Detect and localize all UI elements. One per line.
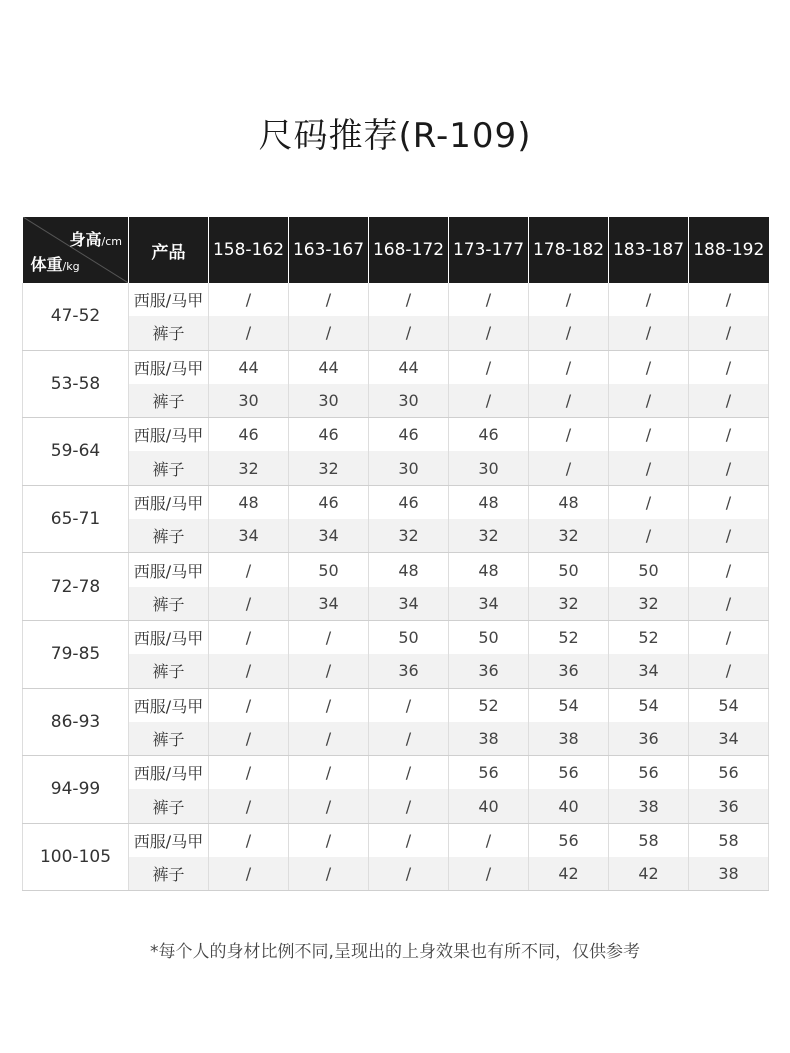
pants-size-cell: / <box>289 654 369 688</box>
pants-size-cell: / <box>209 587 289 621</box>
suit-size-cell: / <box>289 823 369 857</box>
pants-size-cell: / <box>449 316 529 350</box>
suit-size-cell: / <box>689 350 769 384</box>
pants-size-cell: 30 <box>289 384 369 418</box>
table-row <box>23 688 769 722</box>
suit-size-cell: 44 <box>209 350 289 384</box>
product-name-suit: 西服/马甲 <box>129 823 209 857</box>
pants-size-cell: / <box>209 316 289 350</box>
suit-size-cell: / <box>449 283 529 316</box>
pants-size-cell: / <box>369 316 449 350</box>
suit-size-cell: 58 <box>689 823 769 857</box>
suit-size-cell: / <box>369 756 449 790</box>
pants-size-cell: 38 <box>609 789 689 823</box>
product-name-suit: 西服/马甲 <box>129 485 209 519</box>
suit-size-cell: 48 <box>529 485 609 519</box>
pants-size-cell: / <box>369 722 449 756</box>
pants-size-cell: 36 <box>689 789 769 823</box>
pants-size-cell: 34 <box>289 587 369 621</box>
table-row <box>23 553 769 587</box>
footnote: *每个人的身材比例不同,呈现出的上身效果也有所不同，仅供参考 <box>150 942 640 962</box>
product-name-pants: 裤子 <box>129 654 209 688</box>
pants-size-cell: / <box>289 857 369 891</box>
pants-size-cell: 40 <box>529 789 609 823</box>
pants-size-cell: 36 <box>369 654 449 688</box>
product-name-pants: 裤子 <box>129 587 209 621</box>
pants-size-cell: / <box>209 722 289 756</box>
pants-size-cell: 38 <box>689 857 769 891</box>
pants-size-cell: 34 <box>689 722 769 756</box>
product-column-header: 产品 <box>129 217 209 283</box>
pants-size-cell: 34 <box>289 519 369 553</box>
suit-size-cell: 48 <box>449 485 529 519</box>
suit-size-cell: / <box>689 553 769 587</box>
table-header-row <box>23 217 769 283</box>
pants-size-cell: / <box>689 384 769 418</box>
suit-size-cell: / <box>289 283 369 316</box>
suit-size-cell: 52 <box>449 688 529 722</box>
pants-size-cell: / <box>369 789 449 823</box>
table-row <box>23 620 769 654</box>
suit-size-cell: 58 <box>609 823 689 857</box>
product-name-suit: 西服/马甲 <box>129 688 209 722</box>
product-name-pants: 裤子 <box>129 789 209 823</box>
weight-range-cell: 94-99 <box>23 756 129 824</box>
suit-size-cell: / <box>529 418 609 452</box>
suit-size-cell: 48 <box>369 553 449 587</box>
suit-size-cell: / <box>449 350 529 384</box>
suit-size-cell: / <box>369 823 449 857</box>
pants-size-cell: / <box>689 316 769 350</box>
product-name-pants: 裤子 <box>129 384 209 418</box>
pants-size-cell: 30 <box>369 451 449 485</box>
weight-range-cell: 100-105 <box>23 823 129 891</box>
suit-size-cell: 54 <box>529 688 609 722</box>
product-name-pants: 裤子 <box>129 451 209 485</box>
suit-size-cell: 52 <box>609 620 689 654</box>
suit-size-cell: 56 <box>529 823 609 857</box>
suit-size-cell: / <box>289 756 369 790</box>
suit-size-cell: 48 <box>449 553 529 587</box>
suit-size-cell: 46 <box>449 418 529 452</box>
suit-size-cell: 46 <box>369 418 449 452</box>
product-name-pants: 裤子 <box>129 316 209 350</box>
pants-size-cell: / <box>609 451 689 485</box>
height-column-header: 183-187 <box>609 217 689 283</box>
pants-size-cell: / <box>369 857 449 891</box>
pants-size-cell: / <box>449 384 529 418</box>
pants-size-cell: 32 <box>209 451 289 485</box>
suit-size-cell: 46 <box>369 485 449 519</box>
suit-size-cell: / <box>609 350 689 384</box>
pants-size-cell: 32 <box>529 519 609 553</box>
pants-size-cell: 38 <box>449 722 529 756</box>
suit-size-cell: / <box>449 823 529 857</box>
weight-range-cell: 65-71 <box>23 485 129 553</box>
table-row <box>23 654 769 688</box>
pants-size-cell: 38 <box>529 722 609 756</box>
pants-size-cell: / <box>689 451 769 485</box>
pants-size-cell: 30 <box>449 451 529 485</box>
weight-axis-label: 体重/kg <box>30 255 80 274</box>
suit-size-cell: 44 <box>289 350 369 384</box>
suit-size-cell: 46 <box>289 485 369 519</box>
pants-size-cell: / <box>209 654 289 688</box>
weight-range-cell: 53-58 <box>23 350 129 418</box>
pants-size-cell: / <box>289 789 369 823</box>
table-row <box>23 283 769 316</box>
table-row <box>23 350 769 384</box>
suit-size-cell: 56 <box>449 756 529 790</box>
suit-size-cell: / <box>209 756 289 790</box>
height-column-header: 188-192 <box>689 217 769 283</box>
weight-range-cell: 86-93 <box>23 688 129 756</box>
height-column-header: 178-182 <box>529 217 609 283</box>
pants-size-cell: / <box>529 451 609 485</box>
suit-size-cell: 54 <box>609 688 689 722</box>
suit-size-cell: 46 <box>209 418 289 452</box>
suit-size-cell: / <box>529 283 609 316</box>
suit-size-cell: / <box>369 283 449 316</box>
product-name-suit: 西服/马甲 <box>129 350 209 384</box>
product-name-suit: 西服/马甲 <box>129 553 209 587</box>
suit-size-cell: 50 <box>449 620 529 654</box>
suit-size-cell: 50 <box>369 620 449 654</box>
pants-size-cell: 40 <box>449 789 529 823</box>
pants-size-cell: 34 <box>609 654 689 688</box>
table-row <box>23 756 769 790</box>
pants-size-cell: 30 <box>209 384 289 418</box>
size-recommendation-table <box>22 217 769 891</box>
pants-size-cell: 42 <box>609 857 689 891</box>
product-name-suit: 西服/马甲 <box>129 620 209 654</box>
suit-size-cell: / <box>529 350 609 384</box>
pants-size-cell: / <box>449 857 529 891</box>
table-row <box>23 722 769 756</box>
pants-size-cell: / <box>689 519 769 553</box>
suit-size-cell: / <box>689 283 769 316</box>
table-row <box>23 485 769 519</box>
pants-size-cell: 32 <box>609 587 689 621</box>
table-row <box>23 823 769 857</box>
pants-size-cell: 34 <box>209 519 289 553</box>
suit-size-cell: / <box>609 283 689 316</box>
table-row <box>23 316 769 350</box>
height-column-header: 173-177 <box>449 217 529 283</box>
suit-size-cell: / <box>289 620 369 654</box>
weight-range-cell: 79-85 <box>23 620 129 688</box>
pants-size-cell: / <box>209 857 289 891</box>
pants-size-cell: 30 <box>369 384 449 418</box>
suit-size-cell: / <box>369 688 449 722</box>
suit-size-cell: 44 <box>369 350 449 384</box>
suit-size-cell: 54 <box>689 688 769 722</box>
table-row <box>23 587 769 621</box>
suit-size-cell: / <box>209 823 289 857</box>
pants-size-cell: / <box>529 316 609 350</box>
suit-size-cell: 56 <box>609 756 689 790</box>
suit-size-cell: 50 <box>289 553 369 587</box>
corner-header-cell <box>23 217 129 283</box>
weight-range-cell: 47-52 <box>23 283 129 350</box>
product-name-suit: 西服/马甲 <box>129 756 209 790</box>
suit-size-cell: / <box>209 283 289 316</box>
suit-size-cell: 46 <box>289 418 369 452</box>
weight-range-cell: 72-78 <box>23 553 129 621</box>
table-body <box>23 283 769 891</box>
suit-size-cell: / <box>609 418 689 452</box>
pants-size-cell: / <box>209 789 289 823</box>
suit-size-cell: 56 <box>689 756 769 790</box>
product-name-suit: 西服/马甲 <box>129 283 209 316</box>
pants-size-cell: / <box>529 384 609 418</box>
product-name-pants: 裤子 <box>129 519 209 553</box>
pants-size-cell: / <box>609 384 689 418</box>
pants-size-cell: / <box>289 316 369 350</box>
suit-size-cell: / <box>289 688 369 722</box>
pants-size-cell: 32 <box>289 451 369 485</box>
height-axis-label: 身高/cm <box>69 230 122 249</box>
height-column-header: 163-167 <box>289 217 369 283</box>
pants-size-cell: 36 <box>609 722 689 756</box>
pants-size-cell: 34 <box>369 587 449 621</box>
pants-size-cell: 34 <box>449 587 529 621</box>
suit-size-cell: 50 <box>529 553 609 587</box>
suit-size-cell: / <box>609 485 689 519</box>
table-row <box>23 384 769 418</box>
pants-size-cell: / <box>689 587 769 621</box>
pants-size-cell: / <box>289 722 369 756</box>
pants-size-cell: 36 <box>529 654 609 688</box>
table-row <box>23 451 769 485</box>
suit-size-cell: 48 <box>209 485 289 519</box>
table-row <box>23 418 769 452</box>
suit-size-cell: 50 <box>609 553 689 587</box>
pants-size-cell: 32 <box>369 519 449 553</box>
suit-size-cell: 56 <box>529 756 609 790</box>
weight-range-cell: 59-64 <box>23 418 129 486</box>
pants-size-cell: / <box>689 654 769 688</box>
pants-size-cell: / <box>609 519 689 553</box>
product-name-pants: 裤子 <box>129 722 209 756</box>
suit-size-cell: / <box>209 620 289 654</box>
pants-size-cell: 42 <box>529 857 609 891</box>
suit-size-cell: / <box>209 553 289 587</box>
suit-size-cell: / <box>689 418 769 452</box>
page-title: 尺码推荐(R-109) <box>258 116 532 156</box>
pants-size-cell: 36 <box>449 654 529 688</box>
suit-size-cell: / <box>689 620 769 654</box>
height-column-header: 158-162 <box>209 217 289 283</box>
table-row <box>23 789 769 823</box>
product-name-suit: 西服/马甲 <box>129 418 209 452</box>
table-row <box>23 857 769 891</box>
table-row <box>23 519 769 553</box>
suit-size-cell: 52 <box>529 620 609 654</box>
suit-size-cell: / <box>209 688 289 722</box>
product-name-pants: 裤子 <box>129 857 209 891</box>
pants-size-cell: / <box>609 316 689 350</box>
pants-size-cell: 32 <box>529 587 609 621</box>
height-column-header: 168-172 <box>369 217 449 283</box>
suit-size-cell: / <box>689 485 769 519</box>
pants-size-cell: 32 <box>449 519 529 553</box>
